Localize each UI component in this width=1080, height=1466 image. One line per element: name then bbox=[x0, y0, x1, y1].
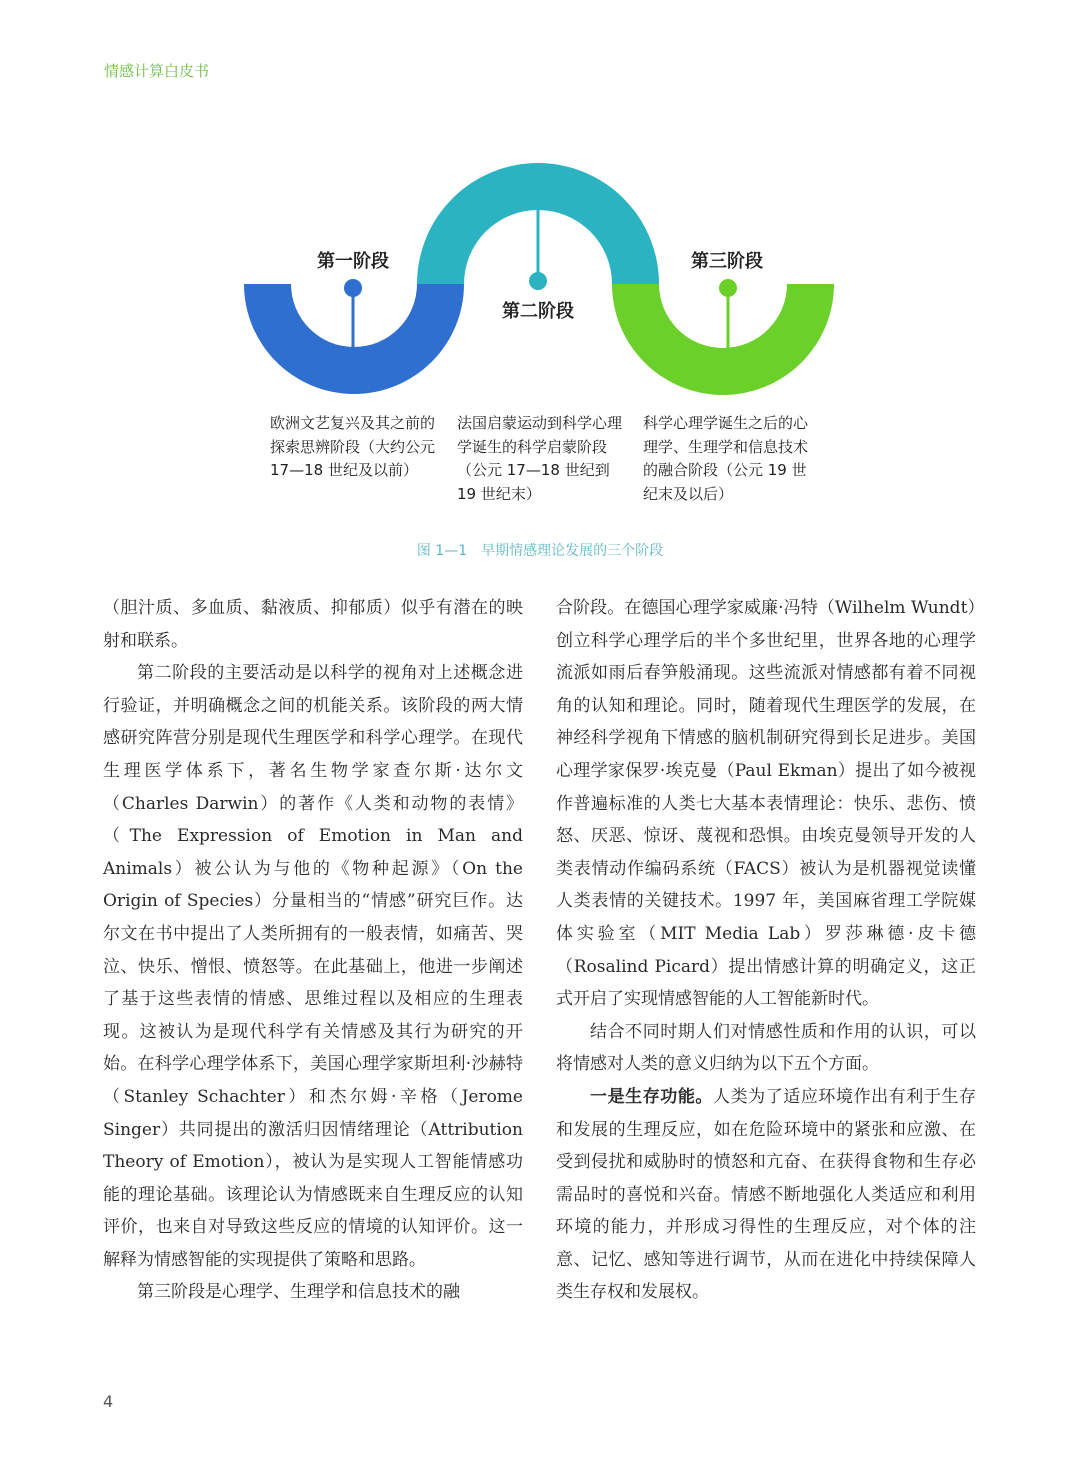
stage-1-label: 第一阶段 bbox=[317, 251, 389, 272]
stage-2-label: 第二阶段 bbox=[502, 301, 574, 322]
figure-caption: 图 1—1 早期情感理论发展的三个阶段 bbox=[416, 543, 664, 559]
stage-3-label: 第三阶段 bbox=[691, 251, 763, 272]
stage-3-dot bbox=[719, 279, 737, 297]
running-header: 情感计算白皮书 bbox=[104, 62, 210, 80]
paragraph: 第三阶段是心理学、生理学和信息技术的融 bbox=[137, 1282, 460, 1303]
right-column bbox=[556, 592, 976, 1309]
paragraph: 结合不同时期人们对情感性质和作用的认识，可以将情感对人类的意义归纳为以下五个方面。 bbox=[556, 1021, 976, 1075]
paragraph bbox=[556, 1081, 976, 1309]
paragraph: （胆汁质、多血质、黏液质、抑郁质）似乎有潜在的映射和联系。 bbox=[103, 598, 523, 651]
stages-figure bbox=[0, 150, 1080, 570]
paragraph-lead: 一是生存功能。 bbox=[590, 1086, 713, 1107]
stage-1-dot bbox=[344, 279, 362, 297]
stage-2-dot bbox=[529, 272, 547, 290]
left-column bbox=[103, 592, 523, 1309]
stage-3-description: 科学心理学诞生之后的心理学、生理学和信息技术的融合阶段（公元 19 世纪末及以后） bbox=[643, 414, 809, 503]
paragraph: 第二阶段的主要活动是以科学的视角对上述概念进行验证，并明确概念之间的机能关系。该阶段的两大情感研究阵营分别是现代生理医学和科学心理学。在现代生理医学体系下，著名生物学家查尔斯·达尔文（Charles Darwin）的著作《人类和动物的表情》（The Expression of Emotion in Man and Animals）被公认为与他的《物种起源》（On the Origin of Species）分量相当的“情感”研究巨作。达尔文在书中提出了人类所拥有的一般表情，如痛苦、哭泣、快乐、憎恨、愤怒等。在此基础上，他进一步阐述了基于这些表情的情感、思维过程以及相应的生理表现。这被认为是现代科学有关情感及其行为研究的开始。在科学心理学体系下，美国心理学家斯坦利·沙赫特（Stanley Schachter）和杰尔姆·辛格（Jerome Singer）共同提出的激活归因情绪理论（Attribution Theory of Emotion），被认为是实现人工智能情感功能的理论基础。该理论认为情感既来自生理反应的认知评价，也来自对导致这些反应的情境的认知评价。这一解释为情感智能的实现提供了策略和思路。 bbox=[103, 663, 523, 1270]
page-number: 4 bbox=[103, 1392, 114, 1411]
stage-3-arc bbox=[612, 284, 834, 395]
paragraph: 合阶段。在德国心理学家威廉·冯特（Wilhelm Wundt）创立科学心理学后的半个多世纪里，世界各地的心理学流派如雨后春笋般涌现。这些流派对情感都有着不同视角的认知和理论。同时，随着现代生理医学的发展，在神经科学视角下情感的脑机制研究得到长足进步。美国心理学家保罗·埃克曼（Paul Ekman）提出了如今被视作普遍标准的人类七大基本表情理论：快乐、悲伤、愤怒、厌恶、惊讶、蔑视和恐惧。由埃克曼领导开发的人类表情动作编码系统（FACS）被认为是机器视觉读懂人类表情的关键技术。1997 年，美国麻省理工学院媒体实验室（MIT Media Lab）罗莎琳德·皮卡德（Rosalind Picard）提出情感计算的明确定义，这正式开启了实现情感智能的人工智能新时代。 bbox=[556, 598, 976, 1010]
stage-2-description: 法国启蒙运动到科学心理学诞生的科学启蒙阶段（公元 17—18 世纪到 19 世纪末） bbox=[457, 414, 623, 503]
paragraph-text: 人类为了适应环境作出有利于生存和发展的生理反应，如在危险环境中的紧张和应激、在受到侵扰和威胁时的愤怒和亢奋、在获得食物和生存必需品时的喜悦和兴奋。情感不断地强化人类适应和利用环境的能力，并形成习得性的生理反应，对个体的注意、记忆、感知等进行调节，从而在进化中持续保障人类生存权和发展权。 bbox=[556, 1086, 976, 1303]
stage-1-description: 欧洲文艺复兴及其之前的探索思辨阶段（大约公元 17—18 世纪及以前） bbox=[270, 414, 436, 479]
